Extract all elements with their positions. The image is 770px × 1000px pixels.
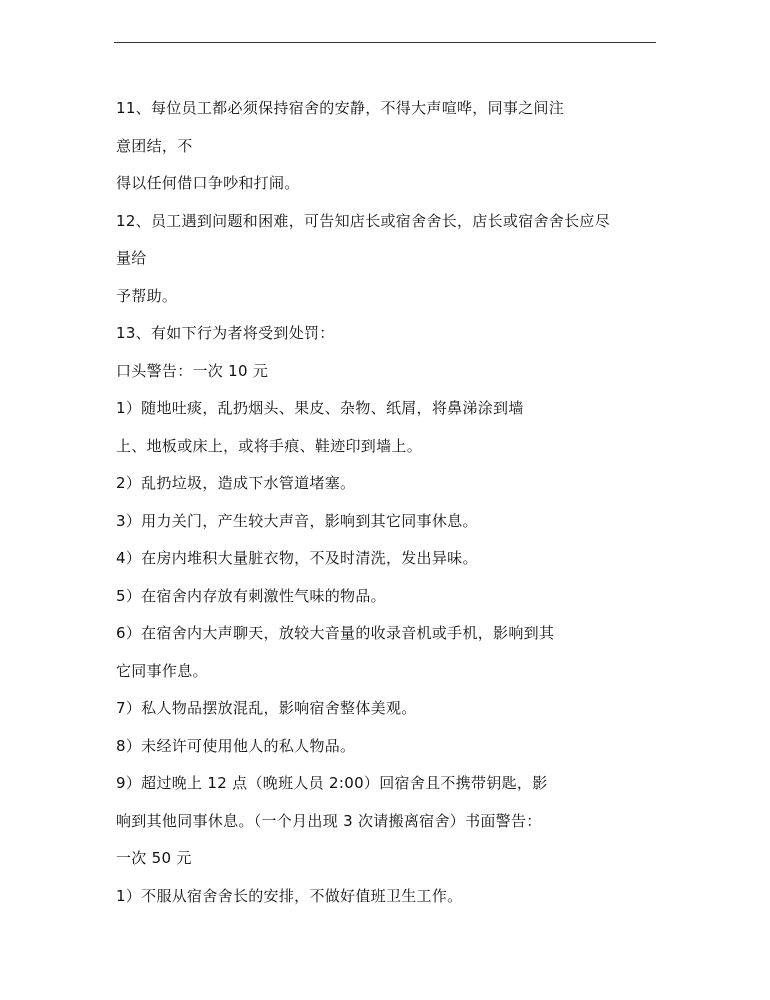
document-body [116,90,676,915]
text-line: 4）在房内堆积大量脏衣物，不及时清洗，发出异味。 [116,549,478,567]
text-line: 7）私人物品摆放混乱，影响宿舍整体美观。 [116,699,417,717]
text-line: 6）在宿舍内大声聊天，放较大音量的收录音机或手机，影响到其 [116,624,555,642]
text-line: 响到其他同事休息。（一个月出现 3 次请搬离宿舍）书面警告： [116,811,542,830]
text-line: 口头警告：一次 10 元 [116,361,269,380]
text-line: 9）超过晚上 12 点（晚班人员 2:00）回宿舍且不携带钥匙，影 [116,774,548,792]
text-line: 意团结，不 [116,136,193,155]
text-line: 它同事作息。 [116,661,208,680]
text-line: 一次 50 元 [116,849,192,867]
text-line: 13、有如下行为者将受到处罚： [116,324,335,342]
text-line: 1）不服从宿舍舍长的安排，不做好值班卫生工作。 [116,886,463,905]
text-line: 予帮助。 [116,286,178,305]
text-line: 3）用力关门，产生较大声音，影响到其它同事休息。 [116,511,478,530]
text-line: 11、每位员工都必须保持宿舍的安静，不得大声喧哗，同事之间注 [116,99,565,117]
text-line: 2）乱扔垃圾，造成下水管道堵塞。 [116,474,356,492]
text-line: 1）随地吐痰，乱扔烟头、果皮、杂物、纸屑，将鼻涕涂到墙 [116,399,524,417]
text-line: 5）在宿舍内存放有刺激性气味的物品。 [116,586,386,605]
text-line: 得以任何借口争吵和打闹。 [116,174,300,192]
text-line: 上、地板或床上，或将手痕、鞋迹印到墙上。 [116,436,423,455]
text-line: 12、员工遇到问题和困难，可告知店长或宿舍舍长，店长或宿舍舍长应尽 [116,211,610,230]
text-line: 量给 [116,249,147,267]
text-line: 8）未经许可使用他人的私人物品。 [116,736,356,755]
header-rule [114,42,656,43]
